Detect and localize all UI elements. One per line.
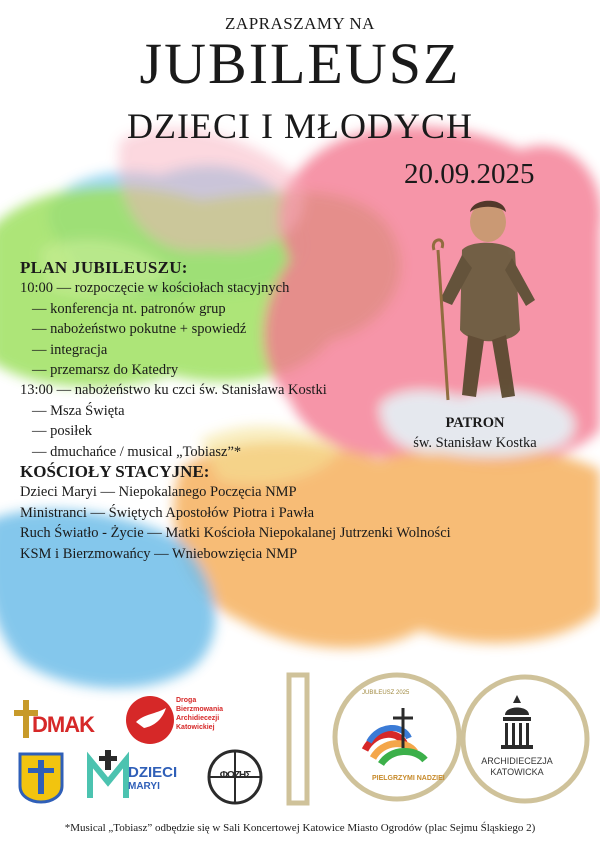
patron-name: św. Stanisław Kostka <box>413 435 537 451</box>
archdiocese-line1: ARCHIDIECEZJA <box>481 756 553 766</box>
event-date: 20.09.2025 <box>404 158 535 190</box>
dzieci-maryi-logo <box>128 766 177 794</box>
plan-item: 10:00 — rozpoczęcie w kościołach stacyjnych <box>20 280 290 297</box>
dzieci-line2: MARYI <box>128 781 160 792</box>
pilgrims-label: PIELGRZYMI NADZIEI <box>372 775 445 782</box>
droga-logo <box>176 696 223 732</box>
church-item: KSM i Bierzmowańcy — Wniebowzięcia NMP <box>20 545 298 562</box>
church-item: Dzieci Maryi — Niepokalanego Poczęcia NMP <box>20 484 297 501</box>
cathedral-icon <box>497 693 537 751</box>
church-item: Ruch Światło - Życie — Matki Kościoła Niepokalanej Jutrzenki Wolności <box>20 525 451 542</box>
shield-emblem-icon <box>18 752 64 804</box>
dmak-logo: DMAK <box>32 712 94 737</box>
zoe-letters: ΦΩΖΗΣ <box>219 770 251 781</box>
patron-caption <box>360 413 590 453</box>
footnote: *Musical „Tobiasz” odbędzie się w Sali Koncertowej Katowice Miasto Ogrodów (plac Sejmu Śląskiego 2) <box>64 822 536 834</box>
archdiocese-line2: KATOWICKA <box>490 767 544 777</box>
plan-item: — konferencja nt. patronów grup <box>32 300 226 317</box>
droga-line3: Archidiecezji <box>176 715 220 722</box>
dove-logo-icon <box>122 690 180 748</box>
plan-item: — nabożeństwo pokutne + spowiedź <box>32 321 247 338</box>
patron-label: PATRON <box>445 415 505 431</box>
church-item: Ministranci — Świętych Apostołów Piotra i Pawła <box>20 504 315 521</box>
header-subtitle: DZIECI I MŁODYCH <box>127 106 473 146</box>
churches-heading: KOŚCIOŁY STACYJNE: <box>20 462 210 481</box>
header-title: JUBILEUSZ <box>139 31 461 96</box>
plan-item: 13:00 — nabożeństwo ku czci św. Stanisława Kostki <box>20 382 327 399</box>
droga-line1: Droga <box>176 697 197 704</box>
droga-line2: Bierzmowania <box>176 706 224 713</box>
archdiocese-logo <box>470 756 564 778</box>
plan-item: — przemarsz do Katedry <box>32 362 179 379</box>
droga-line4: Katowickiej <box>176 724 215 731</box>
dzieci-maryi-m-icon <box>86 750 130 800</box>
plan-item: — posiłek <box>32 423 93 440</box>
plan-heading: PLAN JUBILEUSZU: <box>20 258 188 277</box>
header-invite: ZAPRASZAMY NA <box>225 14 375 33</box>
plan-item: — dmuchańce / musical „Tobiasz”* <box>32 443 242 460</box>
jubilee-label: JUBILEUSZ 2025 <box>362 690 410 696</box>
plan-item: — integracja <box>32 341 108 358</box>
plan-item: — Msza Święta <box>32 402 125 419</box>
churches-section <box>20 462 590 564</box>
dzieci-line1: DZIECI <box>128 764 178 781</box>
